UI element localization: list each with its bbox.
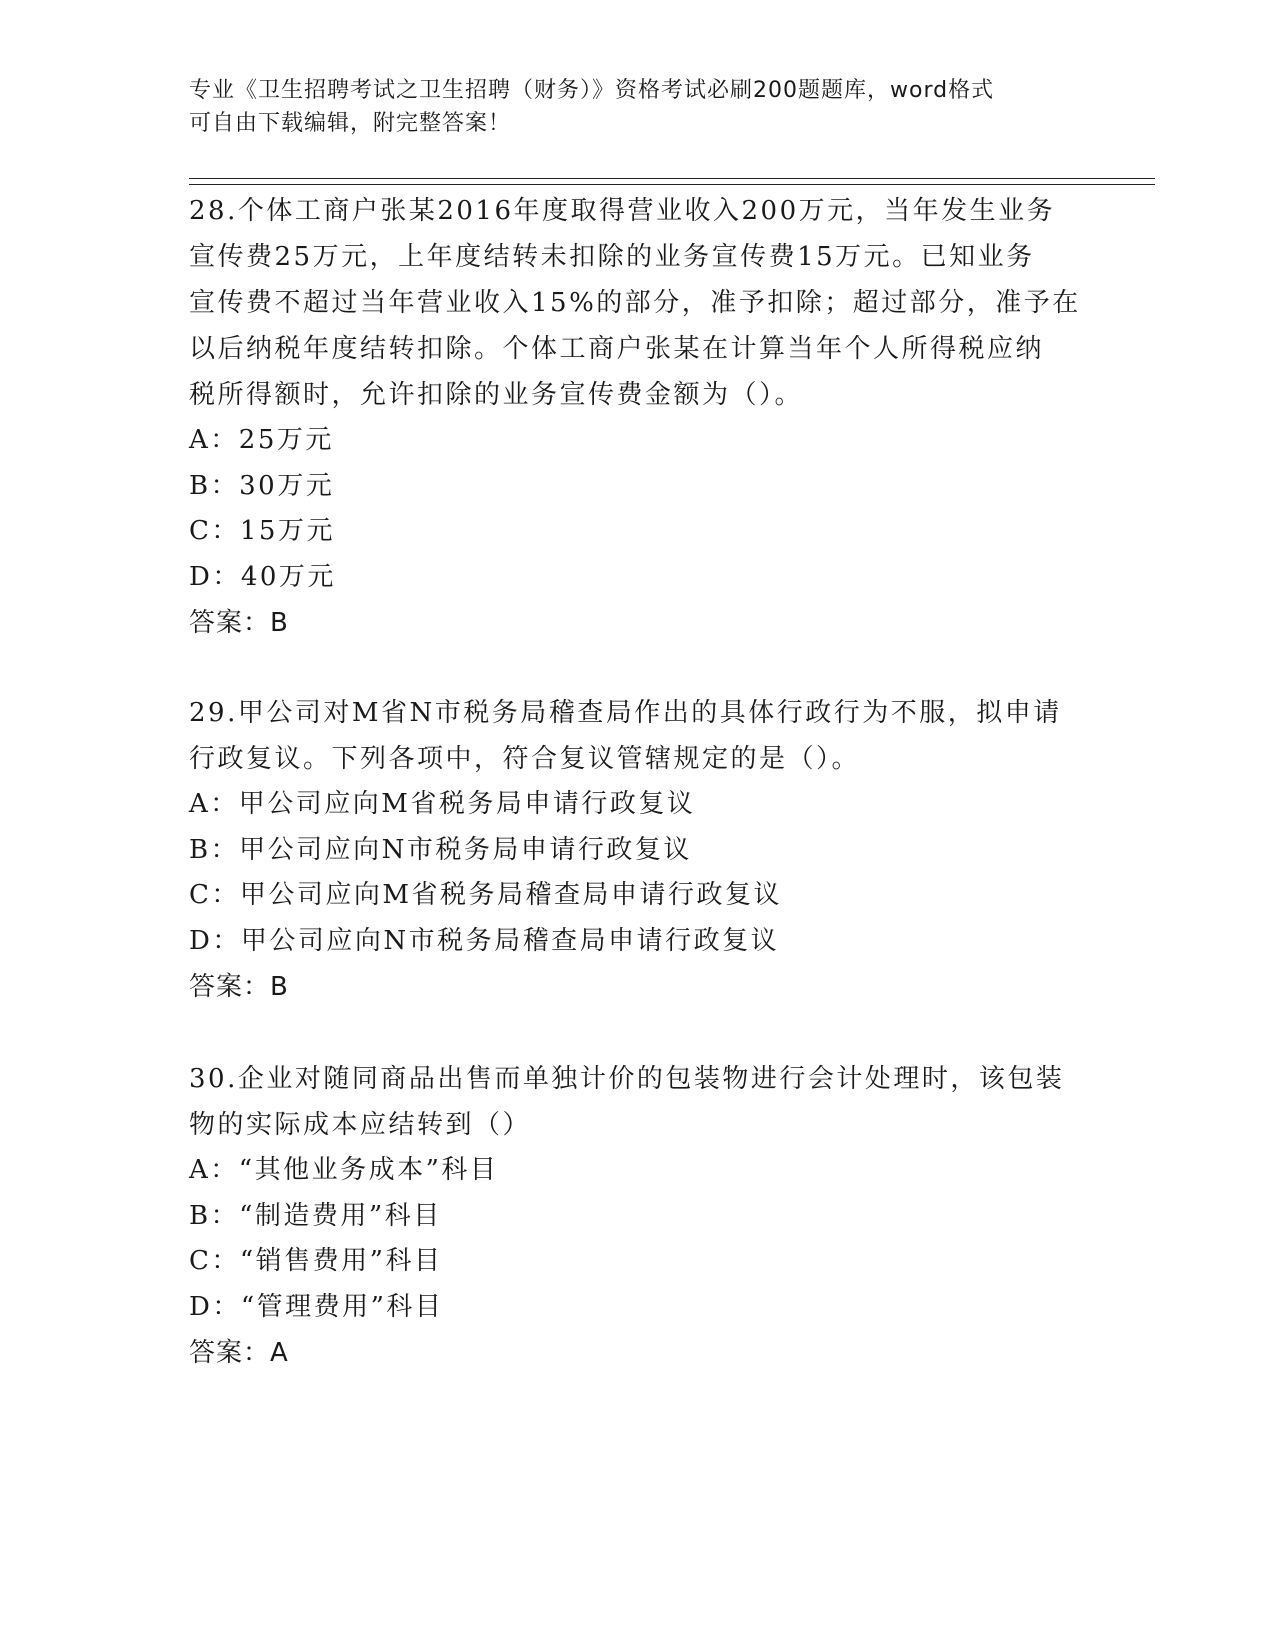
question-stem-line: 28.个体工商户张某2016年度取得营业收入200万元，当年发生业务 — [189, 196, 1056, 226]
option-b: B：“制造费用”科目 — [189, 1200, 442, 1231]
question-stem-line: 税所得额时，允许扣除的业务宣传费金额为（）。 — [189, 380, 804, 410]
option-d: D：“管理费用”科目 — [189, 1291, 444, 1322]
option-a: A：25万元 — [189, 425, 334, 455]
option-c: C：15万元 — [189, 516, 335, 546]
question-stem-line: 以后纳税年度结转扣除。个体工商户张某在计算当年个人所得税应纳 — [189, 334, 1045, 364]
question-stem-line: 行政复议。下列各项中，符合复议管辖规定的是（）。 — [189, 744, 861, 774]
question-stem-line: 宣传费不超过当年营业收入15%的部分，准予扣除；超过部分，准予在 — [189, 288, 1081, 318]
option-b: B：甲公司应向N市税务局申请行政复议 — [189, 834, 692, 865]
question-stem-line: 物的实际成本应结转到（） — [189, 1110, 532, 1140]
option-d: D：甲公司应向N市税务局稽查局申请行政复议 — [189, 925, 780, 956]
question-30 — [189, 1056, 1089, 1376]
header-divider-bottom — [189, 184, 1155, 185]
header-line-2: 可自由下载编辑，附完整答案！ — [189, 111, 512, 136]
document-header — [189, 74, 1089, 140]
option-a: A：甲公司应向M省税务局申请行政复议 — [189, 789, 696, 819]
option-c: C：甲公司应向M省税务局稽查局申请行政复议 — [189, 880, 783, 910]
question-stem-line: 宣传费25万元，上年度结转未扣除的业务宣传费15万元。已知业务 — [189, 242, 1035, 272]
header-line-1: 专业《卫生招聘考试之卫生招聘（财务）》资格考试必刷200题题库，word格式 — [189, 78, 995, 103]
option-d: D：40万元 — [189, 561, 336, 592]
answer-label: 答案：A — [189, 1338, 289, 1368]
question-28 — [189, 188, 1089, 646]
option-c: C：“销售费用”科目 — [189, 1246, 443, 1276]
question-29 — [189, 690, 1089, 1010]
answer-label: 答案：B — [189, 608, 289, 638]
question-stem-line: 30.企业对随同商品出售而单独计价的包装物进行会计处理时，该包装 — [189, 1064, 1065, 1094]
option-b: B：30万元 — [189, 470, 335, 501]
answer-label: 答案：B — [189, 972, 289, 1002]
header-divider-top — [189, 178, 1155, 179]
question-stem-line: 29.甲公司对M省N市税务局稽查局作出的具体行政行为不服，拟申请 — [189, 698, 1062, 728]
option-a: A：“其他业务成本”科目 — [189, 1155, 499, 1185]
